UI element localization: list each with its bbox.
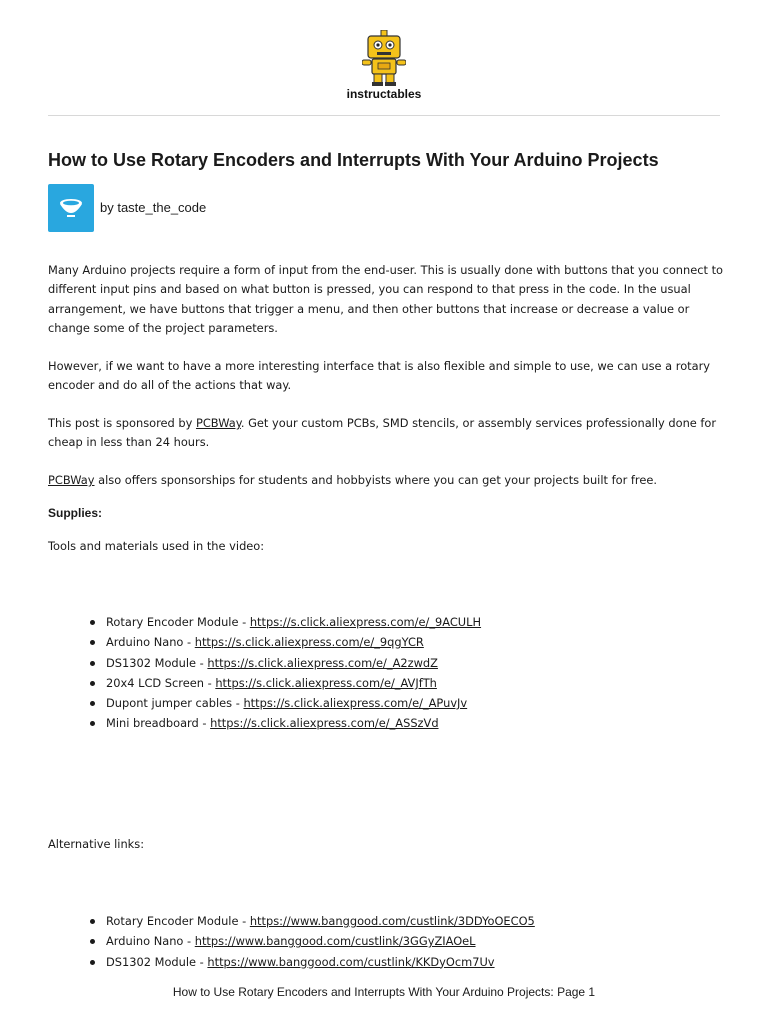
alt-links-list xyxy=(88,911,535,972)
rotary-paragraph: However, if we want to have a more interesting interface that is also flexible and simple to use, we can use a rotary encoder and do all of the actions that way. xyxy=(48,359,711,393)
item-label: DS1302 Module - xyxy=(106,954,208,969)
item-label: DS1302 Module - xyxy=(106,655,208,670)
item-link[interactable]: https://www.banggood.com/custlink/3DDYoOECO5 xyxy=(249,914,535,928)
item-link[interactable]: https://s.click.aliexpress.com/e/_APuvJv xyxy=(243,696,468,711)
pcbway-link-2[interactable]: PCBWay xyxy=(48,473,95,487)
author-avatar[interactable] xyxy=(48,184,94,232)
tools-intro: Tools and materials used in the video: xyxy=(48,539,265,553)
item-label: Arduino Nano - xyxy=(106,635,195,650)
list-item xyxy=(88,632,481,652)
item-link[interactable]: https://s.click.aliexpress.com/e/_AVJfTh xyxy=(215,675,437,690)
item-link[interactable]: https://www.banggood.com/custlink/3GGyZIAOeL xyxy=(194,934,476,949)
item-label: Rotary Encoder Module - xyxy=(106,615,250,629)
item-label: Mini breadboard - xyxy=(106,716,211,731)
sponsorship-suffix: also offers sponsorships for students and hobbyists where you can get your projects built for free. xyxy=(94,473,657,487)
brand-name: instructables xyxy=(346,87,422,101)
page-footer: How to Use Rotary Encoders and Interrupts With Your Arduino Projects: Page 1 xyxy=(172,985,596,999)
list-item xyxy=(88,612,481,632)
header-divider xyxy=(48,115,720,116)
sponsor-paragraph xyxy=(48,414,728,453)
item-label: Arduino Nano - xyxy=(106,934,195,949)
article-title: How to Use Rotary Encoders and Interrupts With Your Arduino Projects xyxy=(48,150,659,170)
item-link[interactable]: https://s.click.aliexpress.com/e/_9ACULH xyxy=(249,615,482,629)
item-label: Rotary Encoder Module - xyxy=(106,914,250,928)
item-link[interactable]: https://s.click.aliexpress.com/e/_A2zwdZ xyxy=(207,655,438,670)
list-item xyxy=(88,693,481,713)
list-item xyxy=(88,911,535,931)
item-link[interactable]: https://s.click.aliexpress.com/e/_ASSzVd xyxy=(210,716,439,731)
tools-list xyxy=(88,612,481,734)
item-label: 20x4 LCD Screen - xyxy=(106,675,216,690)
item-link[interactable]: https://s.click.aliexpress.com/e/_9qgYCR xyxy=(194,635,424,650)
author-byline[interactable]: by taste_the_code xyxy=(100,200,207,215)
alt-links-intro: Alternative links: xyxy=(48,837,145,851)
item-label: Dupont jumper cables - xyxy=(106,696,244,711)
list-item xyxy=(88,931,535,951)
item-link[interactable]: https://www.banggood.com/custlink/KKDyOcm7Uv xyxy=(207,954,495,969)
pcbway-link[interactable]: PCBWay xyxy=(195,416,241,430)
list-item xyxy=(88,673,481,693)
bowl-icon xyxy=(57,194,85,220)
supplies-heading: Supplies: xyxy=(48,506,103,520)
instructables-robot-logo[interactable] xyxy=(0,30,768,86)
sponsorship-paragraph xyxy=(48,471,728,490)
intro-paragraph: Many Arduino projects require a form of input from the end-user. This is usually done with buttons that you connect to different input pins and based on what button is pressed, you can respond to that press in the code. In the usual arrangement, we have buttons that trigger a menu, and then other buttons that increase or decrease a value or change some of the project parameters. xyxy=(48,263,724,335)
sponsor-suffix: . Get your custom PCBs, SMD stencils, or assembly services professionally done for cheap in less than 24 hours. xyxy=(48,416,717,450)
list-item xyxy=(88,653,481,673)
list-item xyxy=(88,713,481,733)
robot-mascot-icon xyxy=(362,30,406,86)
list-item xyxy=(88,952,535,972)
sponsor-prefix: This post is sponsored by xyxy=(48,416,196,430)
